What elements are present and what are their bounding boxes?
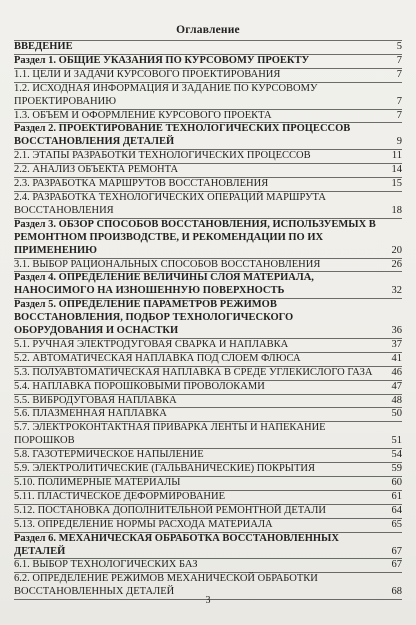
toc-entry-page: 60 — [391, 477, 402, 488]
toc-entry-title: 1.1. ЦЕЛИ И ЗАДАЧИ КУРСОВОГО ПРОЕКТИРОВАНИЯ — [14, 68, 281, 80]
toc-entry — [14, 408, 402, 422]
toc-entry-title: 5.2. АВТОМАТИЧЕСКАЯ НАПЛАВКА ПОД СЛОЕМ ФЛЮСА — [14, 352, 301, 364]
toc-entry-title: Раздел 1. ОБЩИЕ УКАЗАНИЯ ПО КУРСОВОМУ ПРОЕКТУ — [14, 54, 310, 66]
toc-entry — [14, 353, 402, 367]
toc-entry — [14, 533, 402, 560]
toc-entry — [14, 259, 402, 273]
toc-entry-page: 68 — [391, 586, 402, 598]
toc-entry-title: 5.1. РУЧНАЯ ЭЛЕКТРОДУГОВАЯ СВАРКА И НАПЛАВКА — [14, 338, 289, 350]
toc-entry — [14, 559, 402, 573]
toc-entry-title: 5.8. ГАЗОТЕРМИЧЕСКОЕ НАПЫЛЕНИЕ — [14, 449, 204, 461]
toc-entry-title: Раздел 2. ПРОЕКТИРОВАНИЕ ТЕХНОЛОГИЧЕСКИХ ПРОЦЕССОВ ВОССТАНОВЛЕНИЯ ДЕТАЛЕЙ — [14, 123, 351, 148]
toc-entry-page: 7 — [396, 109, 402, 121]
toc-entry-page: 9 — [396, 136, 402, 148]
toc-entry — [14, 395, 402, 409]
bleed-through-text — [0, 0, 416, 24]
toc-entry-page: 15 — [391, 178, 402, 190]
toc-entry-page: 36 — [391, 325, 402, 337]
toc-entry-page: 11 — [391, 150, 402, 162]
toc-entry-page: 14 — [391, 164, 402, 176]
toc-entry — [14, 339, 402, 353]
toc-entry-page: 7 — [396, 54, 402, 66]
toc-entry-page: 5 — [396, 41, 402, 52]
toc-entry-title: 3.1. ВЫБОР РАЦИОНАЛЬНЫХ СПОСОБОВ ВОССТАНОВЛЕНИЯ — [14, 258, 321, 270]
toc-entry-title: 1.3. ОБЪЕМ И ОФОРМЛЕНИЕ КУРСОВОГО ПРОЕКТА — [14, 109, 272, 121]
toc-entry-page: 7 — [396, 95, 402, 107]
toc-entry-title: 2.3. РАЗРАБОТКА МАРШРУТОВ ВОССТАНОВЛЕНИЯ — [14, 178, 269, 190]
toc-entry-title: 5.10. ПОЛИМЕРНЫЕ МАТЕРИАЛЫ — [14, 477, 181, 488]
toc-entry-title: Раздел 4. ОПРЕДЕЛЕНИЕ ВЕЛИЧИНЫ СЛОЯ МАТЕРИАЛА, НАНОСИМОГО НА ИЗНОШЕННУЮ ПОВЕРХНОСТЬ — [14, 272, 314, 297]
toc-entry-title: 6.1. ВЫБОР ТЕХНОЛОГИЧЕСКИХ БАЗ — [14, 559, 198, 571]
toc-entry — [14, 40, 402, 55]
toc-entry-title: 5.9. ЭЛЕКТРОЛИТИЧЕСКИЕ (ГАЛЬВАНИЧЕСКИЕ) ПОКРЫТИЯ — [14, 463, 315, 475]
toc-entry-page: 61 — [391, 490, 402, 502]
toc-entry-page: 47 — [391, 380, 402, 392]
table-of-contents — [14, 24, 402, 600]
toc-entry-title: 2.4. РАЗРАБОТКА ТЕХНОЛОГИЧЕСКИХ ОПЕРАЦИЙ МАРШРУТА ВОССТАНОВЛЕНИЯ — [14, 191, 327, 216]
toc-entry-page: 7 — [396, 68, 402, 80]
page-title: Оглавление — [176, 24, 240, 36]
toc-entry-title: 5.11. ПЛАСТИЧЕСКОЕ ДЕФОРМИРОВАНИЕ — [14, 490, 225, 502]
toc-entry-page: 20 — [391, 244, 402, 256]
toc-entry-title: ВВЕДЕНИЕ — [14, 41, 73, 52]
toc-entry-page: 67 — [391, 559, 402, 571]
toc-entry — [14, 449, 402, 463]
toc-entry-title: Раздел 3. ОБЗОР СПОСОБОВ ВОССТАНОВЛЕНИЯ, ИСПОЛЬЗУЕМЫХ В РЕМОНТНОМ ПРОИЗВОДСТВЕ, И РЕКОМЕНДАЦИИ ПО ИХ ПРИМЕНЕНИЮ — [14, 218, 376, 256]
toc-entry-page: 65 — [391, 518, 402, 530]
toc-entry-page: 18 — [391, 204, 402, 216]
page-number: 3 — [205, 595, 211, 606]
toc-entry-title: Раздел 5. ОПРЕДЕЛЕНИЕ ПАРАМЕТРОВ РЕЖИМОВ ВОССТАНОВЛЕНИЯ, ПОДБОР ТЕХНОЛОГИЧЕСКОГО ОБОРУДОВАНИЯ И ОСНАСТКИ — [14, 299, 294, 337]
toc-entry — [14, 110, 402, 124]
toc-entry-page: 32 — [391, 285, 402, 297]
toc-entry — [14, 55, 402, 69]
toc-entry-page: 37 — [391, 338, 402, 350]
toc-entry-title: 1.2. ИСХОДНАЯ ИНФОРМАЦИЯ И ЗАДАНИЕ ПО КУРСОВОМУ ПРОЕКТИРОВАНИЮ — [14, 82, 318, 107]
toc-entry-title: 2.1. ЭТАПЫ РАЗРАБОТКИ ТЕХНОЛОГИЧЕСКИХ ПРОЦЕССОВ — [14, 150, 311, 162]
toc-entry — [14, 178, 402, 192]
toc-entry-page: 41 — [391, 352, 402, 364]
toc-entry-page: 54 — [391, 449, 402, 461]
toc-entry — [14, 192, 402, 219]
toc-entry — [14, 123, 402, 150]
toc-entry — [14, 505, 402, 519]
toc-entry — [14, 463, 402, 477]
toc-entry-page: 26 — [391, 258, 402, 270]
toc-entry-title: 2.2. АНАЛИЗ ОБЪЕКТА РЕМОНТА — [14, 164, 179, 176]
toc-entry-page: 64 — [391, 504, 402, 516]
toc-entry — [14, 299, 402, 339]
toc-entry — [14, 219, 402, 259]
toc-entry-page: 46 — [391, 366, 402, 378]
toc-entry — [14, 422, 402, 449]
toc-entry-title: 6.2. ОПРЕДЕЛЕНИЕ РЕЖИМОВ МЕХАНИЧЕСКОЙ ОБРАБОТКИ ВОССТАНОВЛЕННЫХ ДЕТАЛЕЙ — [14, 573, 318, 598]
toc-entry-page: 67 — [391, 545, 402, 557]
toc-entry-title: 5.7. ЭЛЕКТРОКОНТАКТНАЯ ПРИВАРКА ЛЕНТЫ И НАПЕКАНИЕ ПОРОШКОВ — [14, 422, 326, 447]
toc-entry-title: 5.6. ПЛАЗМЕННАЯ НАПЛАВКА — [14, 408, 167, 420]
toc-entries — [14, 40, 402, 600]
toc-entry — [14, 164, 402, 178]
toc-entry-page: 48 — [391, 394, 402, 406]
toc-entry-title: 5.3. ПОЛУАВТОМАТИЧЕСКАЯ НАПЛАВКА В СРЕДЕ УГЛЕКИСЛОГО ГАЗА — [14, 366, 373, 378]
toc-entry-page: 50 — [391, 408, 402, 420]
toc-entry — [14, 69, 402, 83]
toc-entry-title: 5.5. ВИБРОДУГОВАЯ НАПЛАВКА — [14, 394, 177, 406]
toc-entry-page: 59 — [391, 463, 402, 475]
toc-entry-title: 5.12. ПОСТАНОВКА ДОПОЛНИТЕЛЬНОЙ РЕМОНТНОЙ ДЕТАЛИ — [14, 504, 326, 516]
toc-entry-page: 51 — [391, 435, 402, 447]
toc-entry — [14, 272, 402, 299]
toc-entry-title: 5.13. ОПРЕДЕЛЕНИЕ НОРМЫ РАСХОДА МАТЕРИАЛА — [14, 518, 273, 530]
toc-entry — [14, 367, 402, 381]
toc-entry — [14, 150, 402, 164]
toc-entry — [14, 491, 402, 505]
toc-entry — [14, 477, 402, 491]
toc-entry — [14, 381, 402, 395]
toc-entry — [14, 519, 402, 533]
toc-entry-title: Раздел 6. МЕХАНИЧЕСКАЯ ОБРАБОТКА ВОССТАНОВЛЕННЫХ ДЕТАЛЕЙ — [14, 532, 339, 557]
toc-entry — [14, 83, 402, 110]
toc-entry-title: 5.4. НАПЛАВКА ПОРОШКОВЫМИ ПРОВОЛОКАМИ — [14, 380, 265, 392]
